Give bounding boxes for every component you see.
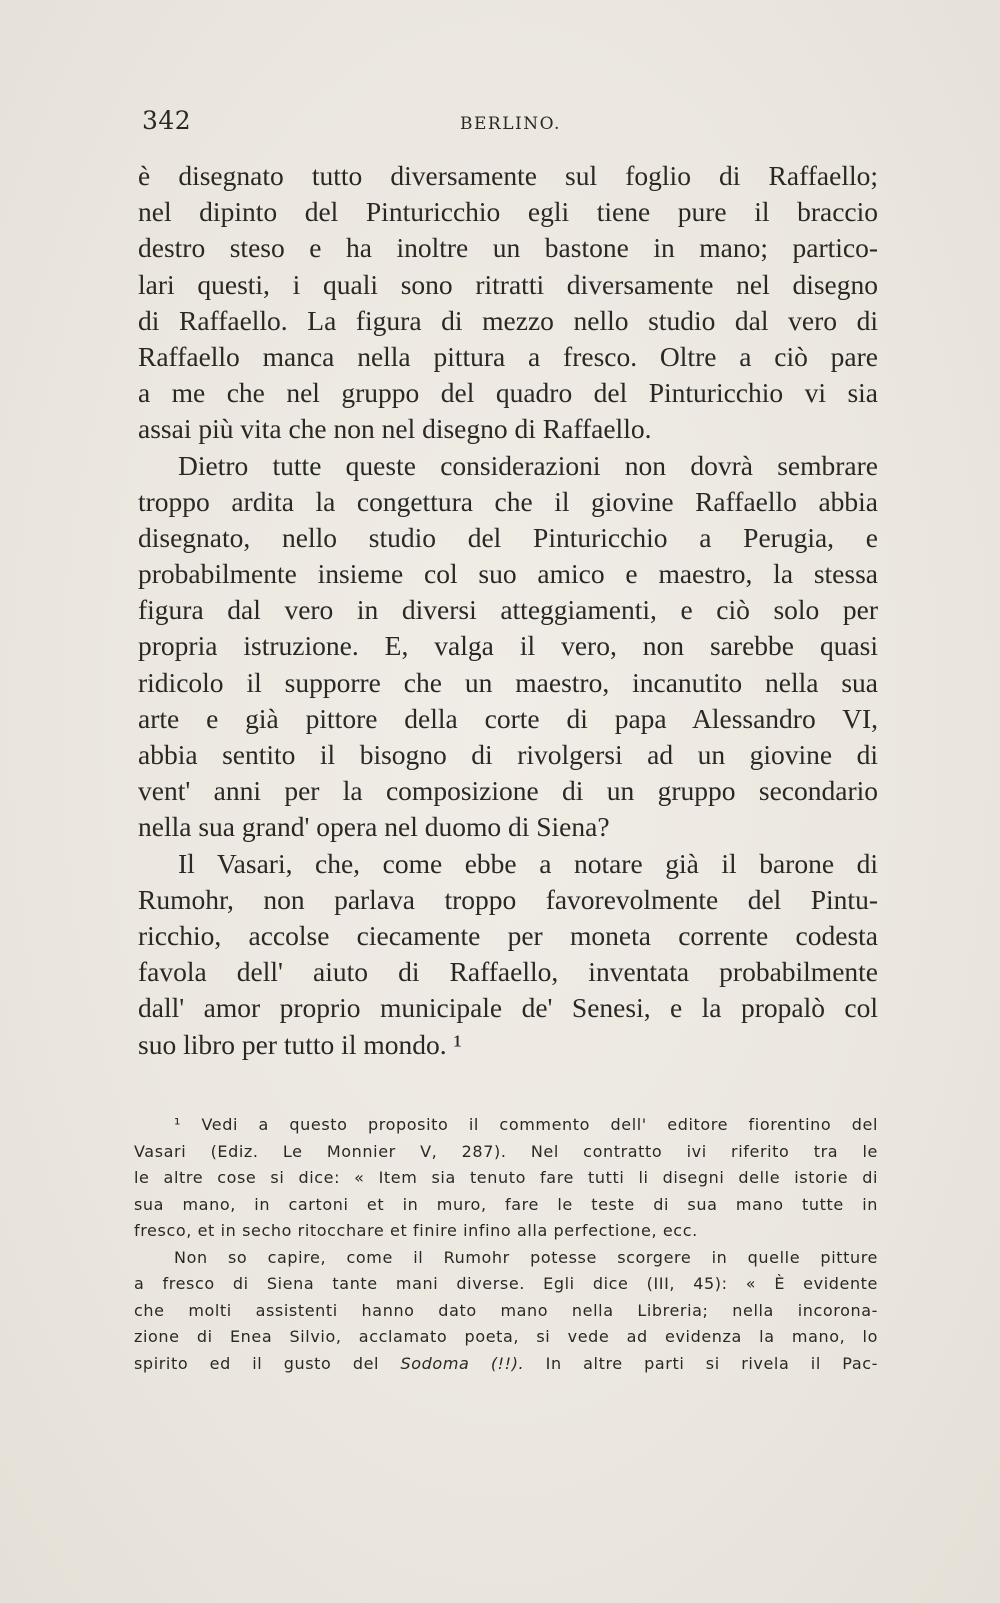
text-line: vent' anni per la composizione di un gruppo secondario <box>138 775 878 807</box>
main-text <box>138 158 878 1063</box>
page-number: 342 <box>142 106 192 135</box>
text-line: lari questi, i quali sono ritratti diversamente nel disegno <box>138 268 878 300</box>
text-line: dall' amor proprio municipale de' Senesi, e la propalò col <box>138 992 878 1024</box>
footnote-line: che molti assistenti hanno dato mano nella Libreria; nella incorona- <box>134 1300 878 1320</box>
text-line: Rumohr, non parlava troppo favorevolmente del Pintu- <box>138 883 878 915</box>
text-line: ridicolo il supporre che un maestro, incanutito nella sua <box>138 666 878 698</box>
text-line: propria istruzione. E, valga il vero, non sarebbe quasi <box>138 630 878 662</box>
footnote-italic-fragment: Sodoma (!!). <box>400 1353 525 1373</box>
page-header <box>142 106 878 146</box>
footnote-line: zione di Enea Silvio, acclamato poeta, si vede ad evidenza la mano, lo <box>134 1327 878 1346</box>
text-line: Dietro tutte queste considerazioni non dovrà sembrare <box>178 449 878 481</box>
footnote-line: sua mano, in cartoni et in muro, fare le teste di sua mano tutte in <box>134 1194 878 1214</box>
text-line: favola dell' aiuto di Raffaello, inventata probabilmente <box>138 956 878 988</box>
text-line: figura dal vero in diversi atteggiamenti, e ciò solo per <box>138 594 878 626</box>
footnote-fragment: spirito ed il gusto del <box>134 1353 401 1373</box>
text-line: a me che nel gruppo del quadro del Pinturicchio vi sia <box>138 377 878 409</box>
footnote-line: fresco, et in secho ritocchare et finire infino alla perfectione, ecc. <box>134 1221 698 1240</box>
text-line: nel dipinto del Pinturicchio egli tiene pure il braccio <box>138 196 878 228</box>
text-line: abbia sentito il bisogno di rivolgersi ad un giovine di <box>138 739 878 770</box>
text-line: è disegnato tutto diversamente sul foglio di Raffaello; <box>138 160 878 191</box>
footnote-line: ¹ Vedi a questo proposito il commento dell' editore fiorentino del <box>174 1115 878 1134</box>
footnote-line: Non so capire, come il Rumohr potesse scorgere in quelle pitture <box>174 1247 878 1267</box>
footnote-fragment: In altre parti si rivela il Pac- <box>524 1353 878 1373</box>
text-line: Raffaello manca nella pittura a fresco. Oltre a ciò pare <box>138 340 878 372</box>
footnote-line: Vasari (Ediz. Le Monnier V, 287). Nel contratto ivi riferito tra le <box>134 1141 878 1161</box>
text-line: nella sua grand' opera nel duomo di Siena? <box>138 811 610 843</box>
text-line: probabilmente insieme col suo amico e maestro, la stessa <box>138 558 878 590</box>
text-line: disegnato, nello studio del Pinturicchio a Perugia, e <box>138 521 878 553</box>
footnote-line: a fresco di Siena tante mani diverse. Egli dice (III, 45): « È evidente <box>134 1274 878 1293</box>
text-line: destro steso e ha inoltre un bastone in mano; partico- <box>138 232 878 264</box>
text-line: ricchio, accolse ciecamente per moneta corrente codesta <box>138 919 878 951</box>
text-line: Il Vasari, che, come ebbe a notare già il barone di <box>178 847 878 879</box>
text-line: troppo ardita la congettura che il giovine Raffaello abbia <box>138 485 878 517</box>
running-head: BERLINO. <box>460 114 561 134</box>
text-line: suo libro per tutto il mondo. ¹ <box>138 1028 462 1060</box>
footnote-line: le altre cose si dice: « Item sia tenuto fare tutti li disegni delle istorie di <box>134 1168 878 1187</box>
text-line: assai più vita che non nel disegno di Raffaello. <box>138 413 652 445</box>
footnotes <box>134 1112 878 1377</box>
text-line: arte e già pittore della corte di papa Alessandro VI, <box>138 702 878 734</box>
text-line: di Raffaello. La figura di mezzo nello studio dal vero di <box>138 304 878 336</box>
footnote-line-last <box>134 1351 878 1378</box>
